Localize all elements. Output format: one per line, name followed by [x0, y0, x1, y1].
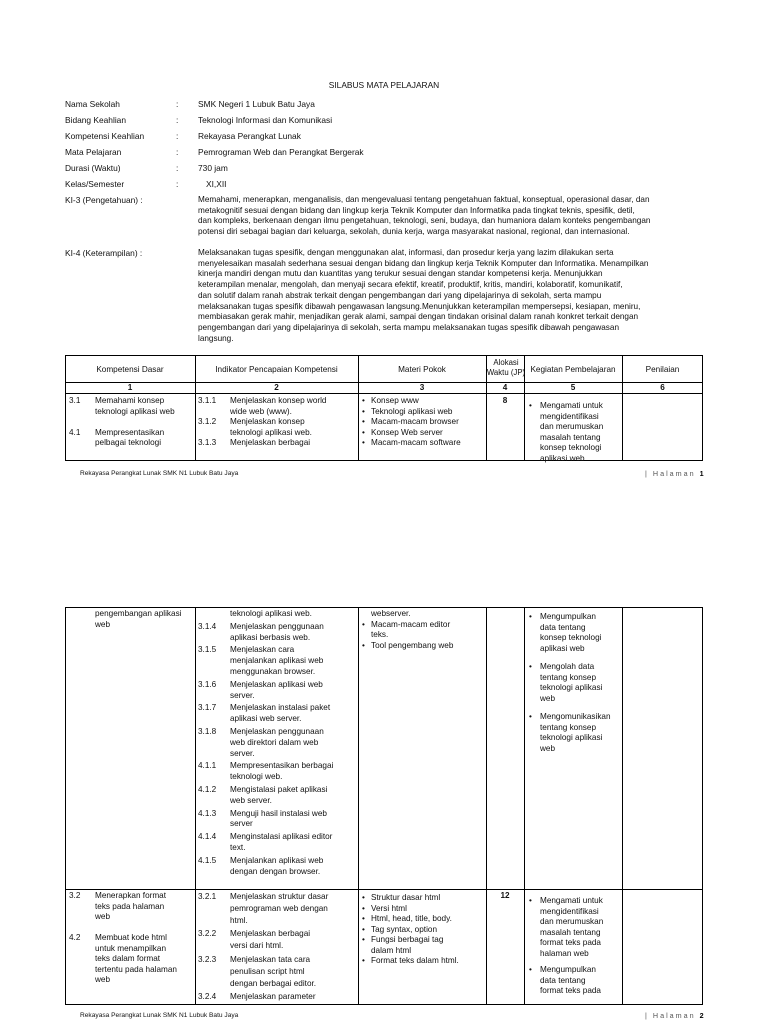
indicator-line: 4.1.4 Menginstalasi aplikasi editor	[198, 832, 333, 842]
indicator-line: 3.2.4 Menjelaskan parameter	[198, 992, 316, 1002]
indicator-line: 4.1.2 Mengistalasi paket aplikasi	[198, 784, 328, 794]
ipk-cell: 3.1.1 Menjelaskan konsep world wide web (www). 3.1.2 Menjelaskan konsep teknologi aplikasi web. 3.1.3 Menjelaskan berbagai	[198, 396, 327, 447]
info-colon: :	[176, 99, 179, 109]
materi-cell: webserver. • Macam-macam editor teks. • Tool pengembang web	[362, 609, 453, 651]
info-label: Nama Sekolah	[65, 99, 120, 109]
indicator-line: 3.1.5 Menjelaskan cara	[198, 645, 295, 655]
column-number: 2	[274, 383, 279, 392]
column-number: 3	[419, 383, 425, 392]
kd-cell: 3.2 Menerapkan format teks pada halaman web 4.2 Membuat kode html untuk menampilkan teks dalam format tertentu pada halaman web	[69, 891, 177, 984]
footer-text: Rekayasa Perangkat Lunak SMK N1 Lubuk Batu Jaya	[80, 1012, 239, 1019]
info-value: Rekayasa Perangkat Lunak	[198, 131, 301, 141]
indicator-line: teknologi aplikasi web.	[230, 609, 312, 618]
info-colon: :	[176, 163, 179, 173]
indicator-line: server.	[230, 748, 255, 758]
info-value: XI,XII	[206, 179, 227, 189]
ki3-text: Memahami, menerapkan, menganalisis, dan mengevaluasi tentang pengetahuan faktual, konseptual, operasional dasar, dan metakognitif sesuai dengan bidang dan lingkup kerja Teknik Komputer dan Informatika pada tingkat teknis, spesifik, detil, dan kompleks, berkenaan dengan ilmu pengetahuan, teknologi, seni, budaya, dan humaniora dalam konteks pengembangan potensi diri sebagai bagian dari keluarga, sekolah, dunia kerja, warga masyarakat nasional, regional, dan internasional.	[198, 195, 651, 237]
info-label: Kelas/Semester	[65, 179, 125, 189]
header-alokasi-waktu: Alokasi Waktu (JP)	[486, 358, 526, 377]
header-kompetensi-dasar: Kompetensi Dasar	[96, 365, 164, 374]
column-divider	[358, 607, 359, 1005]
indicator-line: versi dari html.	[230, 941, 284, 951]
header-kegiatan: Kegiatan Pembelajaran	[530, 365, 616, 374]
row-divider	[65, 889, 703, 890]
header-indikator: Indikator Pencapaian Kompetensi	[215, 365, 338, 374]
info-colon: :	[176, 131, 179, 141]
indicator-line: 3.1.6 Menjelaskan aplikasi web	[198, 679, 323, 689]
kegiatan-cell: • Mengumpulkan data tentang konsep teknologi aplikasi web • Mengolah data tentang konsep teknologi aplikasi web • Mengomunikasikan tentang konsep teknologi aplikasi web	[529, 612, 611, 754]
indicator-line: aplikasi berbasis web.	[230, 632, 311, 642]
info-value: Teknologi Informasi dan Komunikasi	[198, 115, 333, 125]
column-number: 6	[660, 383, 665, 392]
number-divider	[65, 393, 703, 394]
document-title: SILABUS MATA PELAJARAN	[328, 80, 440, 90]
indicator-line: html.	[230, 915, 248, 925]
info-label: Kompetensi Keahlian	[65, 131, 145, 141]
kd-cell: pengembangan aplikasi web	[95, 609, 182, 629]
header-materi-pokok: Materi Pokok	[398, 365, 446, 374]
column-divider	[486, 607, 487, 1005]
info-label: Durasi (Waktu)	[65, 163, 121, 173]
indicator-line: 4.1.5 Menjalankan aplikasi web	[198, 855, 324, 865]
indicator-line: 3.2.3 Menjelaskan tata cara	[198, 954, 311, 964]
indicator-line: dengan berbagai editor.	[230, 978, 317, 988]
indicator-line: 3.1.8 Menjelaskan penggunaan	[198, 726, 324, 736]
column-number: 5	[570, 383, 576, 392]
ipk-cell	[198, 891, 328, 1003]
info-value: SMK Negeri 1 Lubuk Batu Jaya	[198, 99, 315, 109]
indicator-line: teknologi web.	[230, 772, 283, 782]
ipk-cell	[198, 609, 333, 877]
indicator-line: 3.1.7 Menjelaskan instalasi paket	[198, 703, 331, 713]
indicator-line: dengan dengan browser.	[230, 866, 321, 876]
indicator-line: 4.1.1 Mempresentasikan berbagai	[198, 761, 334, 771]
column-divider	[622, 607, 623, 1005]
column-number: 4	[502, 383, 508, 392]
kd-cell: 3.1 Memahami konsep teknologi aplikasi web 4.1 Mempresentasikan pelbagai teknologi	[69, 396, 175, 447]
footer-text: Rekayasa Perangkat Lunak SMK N1 Lubuk Batu Jaya	[80, 470, 239, 477]
ki4-text: Melaksanakan tugas spesifik, dengan menggunakan alat, informasi, dan prosedur kerja yang lazim dilakukan serta menyelesaikan masalah sederhana sesuai dengan bidang dan lingkup kerja Teknik Komputer dan Informatika. Menampilkan kinerja mandiri dengan mutu dan kuantitas yang terukur sesuai dengan standar kompetensi kerja. Menunjukkan keterampilan menalar, mengolah, dan menyaji secara efektif, kreatif, produktif, kritis, mandiri, kolaboratif, komunikatif, dan solutif dalam ranah abstrak terkait dengan pengembangan dari yang dipelajarinya di sekolah, serta mampu melaksanakan tugas spesifik dibawah pengawasan langsung.Menunjukkan keterampilan mempersepsi, kesiapan, meniru, membiasakan gerak mahir, menjadikan gerak alami, sampai dengan tindakan orisinal dalam ranah konkret terkait dengan pengembangan dari yang dipelajarinya di sekolah, serta mampu melaksanakan tugas spesifik dibawah pengawasan langsung.	[198, 248, 649, 343]
column-number: 1	[127, 383, 133, 392]
indicator-line: server.	[230, 690, 255, 700]
indicator-line: 3.2.1 Menjelaskan struktur dasar	[198, 892, 329, 901]
ki3-label: KI-3 (Pengetahuan) :	[65, 195, 143, 205]
indicator-line: web server.	[230, 795, 272, 805]
info-colon: :	[176, 115, 179, 125]
indicator-line: penulisan script html	[230, 966, 305, 976]
info-label: Bidang Keahlian	[65, 115, 127, 125]
kegiatan-cell: • Mengamati untuk mengidentifikasi dan merumuskan masalah tentang format teks pada halaman web • Mengumpulkan data tentang format teks pada	[529, 896, 603, 997]
indicator-line: text.	[230, 842, 246, 852]
column-divider	[195, 607, 196, 1005]
page-number: | Halaman 1	[645, 469, 704, 478]
info-colon: :	[176, 147, 179, 157]
indicator-line: menggunakan browser.	[230, 666, 316, 676]
ki4-label: KI-4 (Keterampilan) :	[65, 248, 143, 258]
indicator-line: web direktori dalam web	[230, 737, 319, 747]
info-colon: :	[176, 179, 179, 189]
alokasi-cell: 12	[500, 891, 510, 900]
kegiatan-cell: • Mengamati untuk mengidentifikasi dan merumuskan masalah tentang konsep teknologi aplikasi web	[529, 401, 603, 464]
indicator-line: aplikasi web server.	[230, 714, 302, 724]
page-number: | Halaman 2	[645, 1011, 704, 1020]
indicator-line: server	[230, 819, 253, 829]
indicator-line: 3.1.4 Menjelaskan penggunaan	[198, 621, 324, 631]
alokasi-cell: 8	[502, 396, 508, 405]
indicator-line: menjalankan aplikasi web	[230, 656, 324, 666]
indicator-line: pemrograman web dengan	[230, 903, 328, 913]
materi-cell: • Struktur dasar html • Versi html • Html, head, title, body. • Tag syntax, option • Fungsi berbagai tag dalam html • Format teks dalam html.	[362, 893, 467, 967]
indicator-line: 4.1.3 Menguji hasil instalasi web	[198, 808, 327, 818]
column-divider	[524, 607, 525, 1005]
info-label: Mata Pelajaran	[65, 147, 122, 157]
info-value: Pemrograman Web dan Perangkat Bergerak	[198, 147, 364, 157]
header-penilaian: Penilaian	[645, 365, 680, 374]
indicator-line: 3.2.2 Menjelaskan berbagai	[198, 929, 311, 939]
info-value: 730 jam	[198, 163, 228, 173]
materi-cell: • Konsep www • Teknologi aplikasi web • Macam-macam browser • Konsep Web server • Macam-macam software	[362, 396, 461, 449]
